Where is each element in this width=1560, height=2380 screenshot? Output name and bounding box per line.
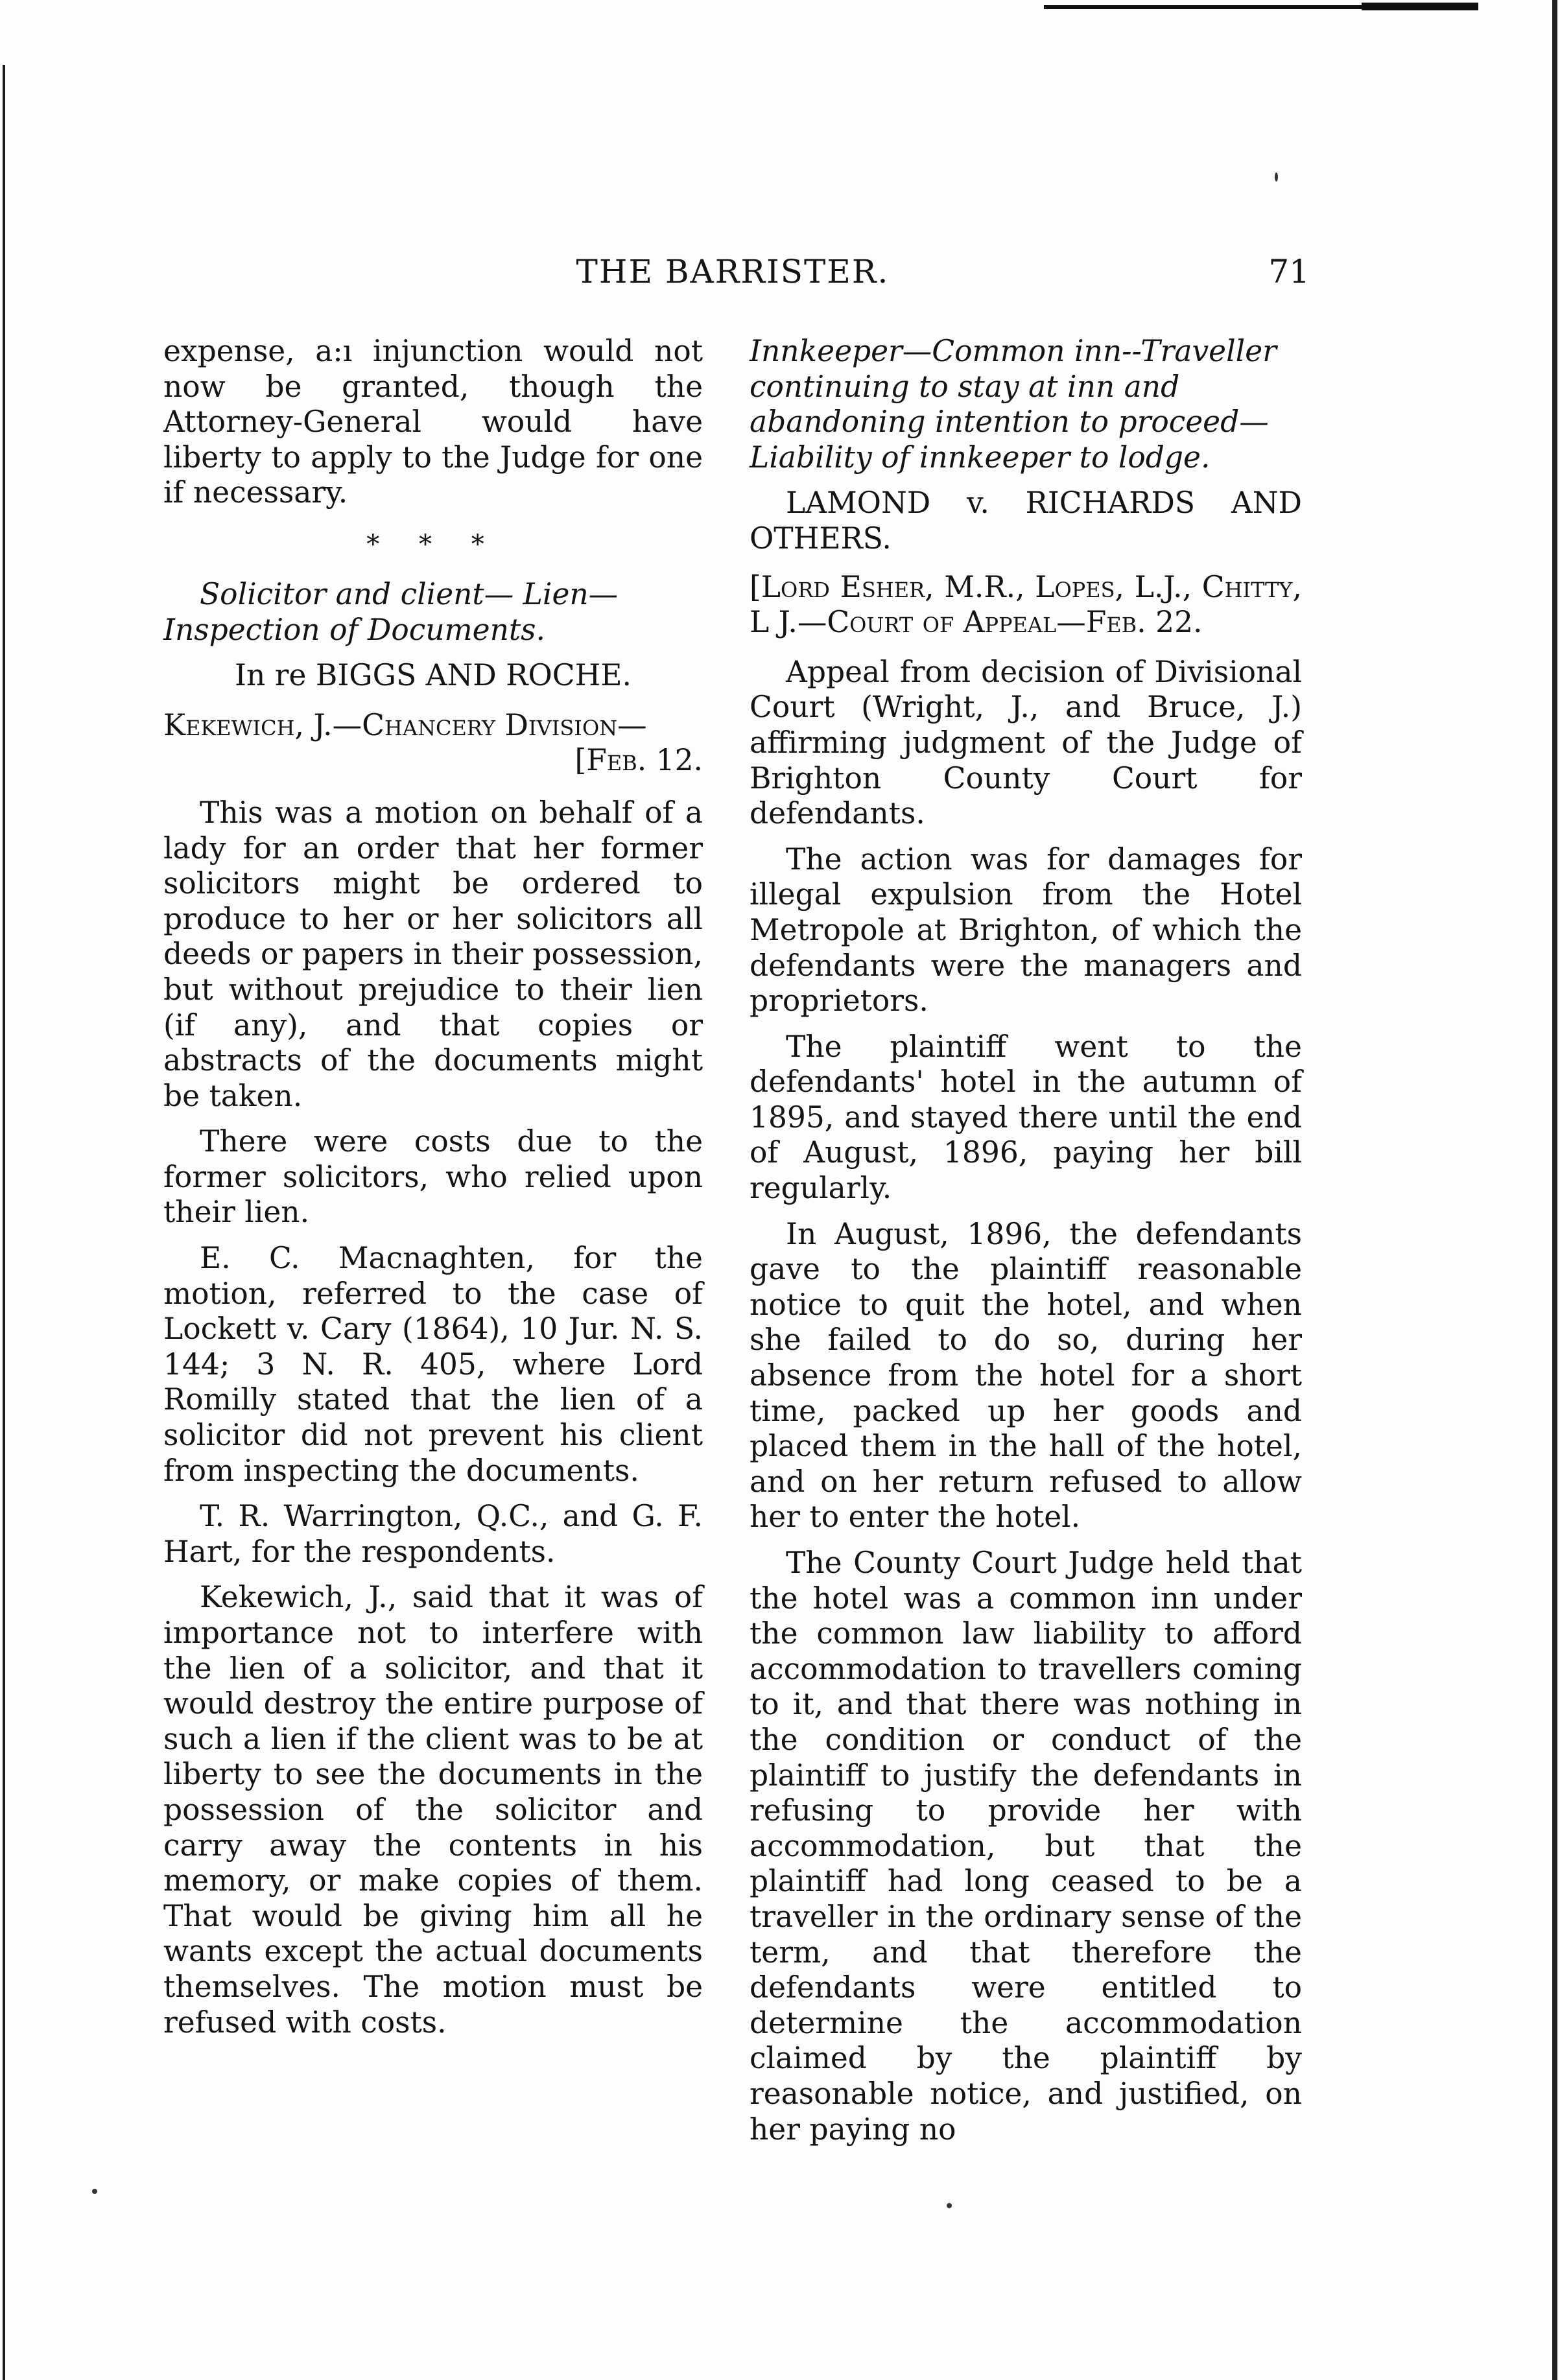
left-column [163, 334, 703, 2051]
paragraph: There were costs due to the former solicitors, who relied upon their lien. [163, 1124, 703, 1230]
top-rule-thick [1362, 3, 1478, 10]
paragraph: The action was for damages for illegal expulsion from the Hotel Metropole at Brighton, of which the defendants were the managers and proprietors. [750, 842, 1302, 1019]
running-head: THE BARRISTER. [576, 253, 890, 290]
left-edge-line [3, 65, 5, 2380]
headnote: Solicitor and client— Lien—Inspection of Documents. [163, 576, 619, 647]
headnote: Innkeeper—Common inn--Traveller continuing to stay at inn and abandoning intention to proceed—Liability of innkeeper to lodge. [750, 334, 1277, 475]
right-column [750, 334, 1302, 2158]
speck [92, 2189, 97, 2194]
paragraph: T. R. Warrington, Q.C., and G. F. Hart, for the respondents. [163, 1499, 703, 1569]
case-title: LAMOND v. RICHARDS AND OTHERS. [750, 486, 1302, 556]
paragraph: The plaintiff went to the defendants' hotel in the autumn of 1895, and stayed there until the end of August, 1896, paying her bill regularly. [750, 1029, 1302, 1206]
case-title: In re BIGGS AND ROCHE. [235, 658, 632, 693]
paragraph: In August, 1896, the defendants gave to the plaintiff reasonable notice to quit the hotel, and when she failed to do so, during her absence from the hotel for a short time, packed up her goods and placed them in the hall of the hotel, and on her return refused to allow her to enter the hotel. [750, 1216, 1302, 1535]
speck [947, 2203, 952, 2208]
paragraph: Kekewich, J., said that it was of importance not to interfere with the lien of a solicitor, and that it would destroy the entire purpose of such a lien if the client was to be at liberty to see the documents in the possession of the solicitor and carry away the contents in his memory, or make copies of them. That would be giving him all he wants except the actual documents themselves. The motion must be refused with costs. [163, 1580, 703, 2040]
speck [1275, 172, 1278, 182]
paragraph: Appeal from decision of Divisional Court (Wright, J., and Bruce, J.) affirming judgment of the Judge of Brighton County Court for defendants. [750, 654, 1302, 831]
paragraph: The County Court Judge held that the hotel was a common inn under the common law liability to afford accommodation to travellers coming to it, and that there was nothing in the condition or conduct of the plaintiff to justify the defendants in refusing to provide her with accommodation, but that the plaintiff had long ceased to be a traveller in the ordinary sense of the term, and that therefore the defendants were entitled to determine the accommodation claimed by the plaintiff by reasonable notice, and justified, on her paying no [750, 1546, 1302, 2147]
date-line: [Feb. 12. [574, 743, 703, 778]
paragraph: E. C. Macnaghten, for the motion, referred to the case of Lockett v. Cary (1864), 10 Jur. N. S. 144; 3 N. R. 405, where Lord Romilly stated that the lien of a solicitor did not prevent his client from inspecting the documents. [163, 1241, 703, 1488]
paragraph: This was a motion on behalf of a lady for an order that her former solicitors might be ordered to produce to her or her solicitors all deeds or papers in their possession, but without prejudice to their lien (if any), and that copies or abstracts of the documents might be taken. [163, 795, 703, 1113]
paragraph: expense, a:ı injunction would not now be granted, though the Attorney-General would have liberty to apply to the Judge for one if necessary. [163, 334, 703, 510]
section-separator: * * * [366, 529, 500, 560]
right-edge-line [1552, 0, 1557, 2380]
judges-line: [Lord Esher, M.R., Lopes, L.J., Chitty, L J.—Court of Appeal—Feb. 22. [750, 569, 1302, 640]
page-number: 71 [1268, 253, 1310, 290]
court-line: Kekewich, J.—Chancery Division— [163, 707, 647, 742]
